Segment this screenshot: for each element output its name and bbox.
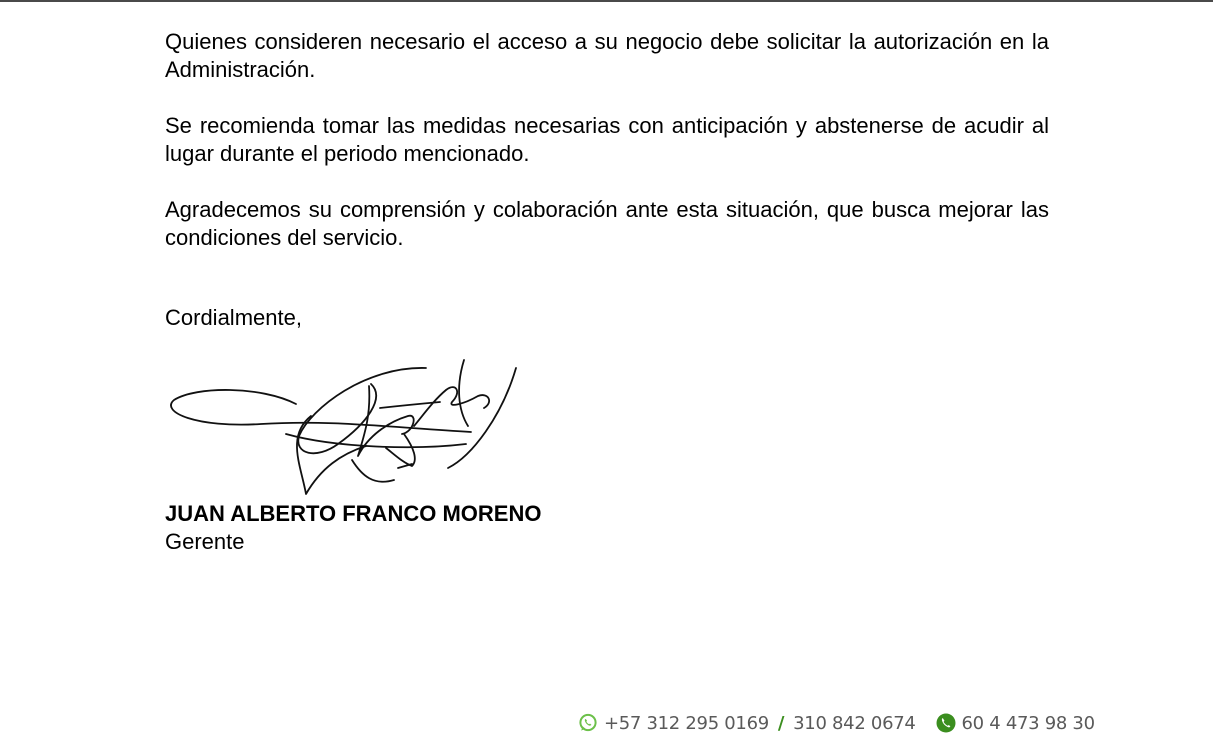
signer-title: Gerente xyxy=(165,529,245,554)
landline-number: 60 4 473 98 30 xyxy=(961,712,1095,734)
whatsapp-icon xyxy=(578,713,598,733)
paragraph-access-authorization: Quienes consideren necesario el acceso a su negocio debe solicitar la autorización en la Administración. xyxy=(165,29,1049,82)
letter-body xyxy=(165,28,1049,280)
paragraph-thanks: Agradecemos su comprensión y colaboración ante esta situación, que busca mejorar las condiciones del servicio. xyxy=(165,197,1049,250)
handwritten-signature xyxy=(166,356,526,502)
contact-footer xyxy=(578,710,1095,736)
mobile-number-primary: +57 312 295 0169 xyxy=(604,712,769,734)
closing-salutation: Cordialmente, xyxy=(165,305,302,330)
top-rule xyxy=(0,0,1213,2)
mobile-number-secondary: 310 842 0674 xyxy=(793,712,916,734)
signer-name: JUAN ALBERTO FRANCO MORENO xyxy=(165,501,542,526)
phone-icon xyxy=(936,713,956,733)
paragraph-recommendation: Se recomienda tomar las medidas necesarias con anticipación y abstenerse de acudir al lugar durante el periodo mencionado. xyxy=(165,113,1049,166)
number-separator: / xyxy=(777,712,785,734)
